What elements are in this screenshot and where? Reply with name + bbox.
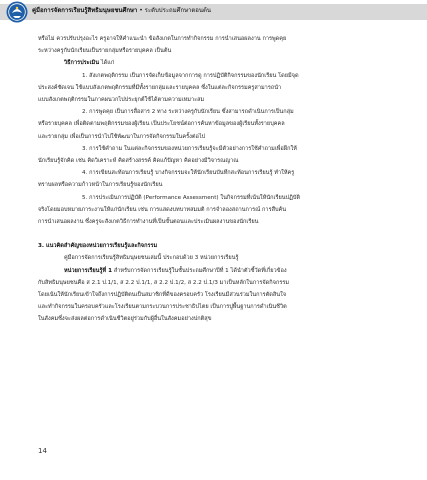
page-body xyxy=(38,33,396,326)
paragraph-line: และทำกิจกรรมในครอบครัวและโรงเรียนตามกระบวนการประชาธิปไตย เป็นการปูพื้นฐานการดำเนินชีวิต xyxy=(38,304,287,311)
evaluation-heading-suffix: ได้แก่ xyxy=(99,60,115,67)
paragraph-line: 3. การใช้คำถาม ในแต่ละกิจกรรมของหน่วยการเรียนรู้จะมีตัวอย่างการใช้คำถามเพื่อฝึกให้ xyxy=(82,145,297,152)
paragraph-line: กับสิทธิมนุษยชนคือ ส 2.1 ป.1/1, ส 2.2 ป.1/1, ส 2.2 ป.1/2, ส 2.2 ป.1/3 มาเป็นหลักในการจัดกิจกรรม xyxy=(38,279,290,286)
section-intro: คู่มือการจัดการเรียนรู้สิทธิมนุษยชนเล่มนี้ ประกอบด้วย 3 หน่วยการเรียนรู้ xyxy=(64,255,239,262)
paragraph-line: ระหว่างครูกับนักเรียนเป็นรายกลุ่มหรือรายบุคคล เป็นต้น xyxy=(38,48,172,55)
unit-1-line-first: สำหรับการจัดการเรียนรู้ในชั้นประถมศึกษาปีที่ 1 ได้นำตัวชี้วัดที่เกี่ยวข้อง xyxy=(112,267,287,274)
paragraph-line: 2. การพูดคุย เป็นการสื่อสาร 2 ทาง ระหว่างครูกับนักเรียน ซึ่งสามารถดำเนินการเป็นกลุ่ม xyxy=(82,109,294,116)
paragraph-line xyxy=(38,265,396,277)
paragraph-line: โดยเน้นให้นักเรียนเข้าใจถึงการปฏิบัติตนเป็นสมาชิกที่ดีของครอบครัว โรงเรียนมีส่วนร่วมในการตัดสินใจ xyxy=(38,292,287,299)
paragraph-line: ทราบผลหรือความก้าวหน้าในการเรียนรู้ของนักเรียน xyxy=(38,182,163,189)
evaluation-item-3 xyxy=(38,143,396,167)
evaluation-item-1 xyxy=(38,70,396,107)
paragraph-line: จริงโดยมอบหมายภาระงานให้แก่นักเรียน เช่น การแสดงบทบาทสมมติ การจำลองสถานการณ์ การสืบค้น xyxy=(38,206,287,213)
paragraph-line: การนำเสนอผลงาน ซึ่งครูจะสังเกตวิธีการทำงานที่เป็นขั้นตอนและประเมินผลงานของนักเรียน xyxy=(38,219,259,226)
paragraph-line: 5. การประเมินการปฏิบัติ (Performance Assessment) ในกิจกรรมที่เน้นให้นักเรียนปฏิบัติ xyxy=(82,194,301,201)
paragraph-line: 4. การเขียนสะท้อนการเรียนรู้ บางกิจกรรมจะให้นักเรียนบันทึกสะท้อนการเรียนรู้ ทำให้ครู xyxy=(82,170,295,177)
paragraph-line: หรือรายบุคคล เพื่อติดตามพฤติกรรมของผู้เรียน เป็นประโยชน์ต่อการค้นหาข้อมูลของผู้เรียนทั้งรายบุคคล xyxy=(38,121,285,128)
evaluation-item-2 xyxy=(38,106,396,143)
paragraph-line: และรายกลุ่ม เพื่อเป็นการนำไปใช้พัฒนาในการจัดกิจกรรมในครั้งต่อไป xyxy=(38,133,206,140)
paragraph-line: 1. สังเกตพฤติกรรม เป็นการจัดเก็บข้อมูลจากการดู การปฏิบัติกิจกรรมของนักเรียน โดยมีจุด xyxy=(82,72,299,79)
section-heading: 3. แนวคิดสำคัญของหน่วยการเรียนรู้และกิจกรรม xyxy=(38,243,158,250)
evaluation-heading-line xyxy=(38,57,396,69)
paragraph-line: หรือไม่ ควรปรับปรุงอะไร ครูอาจให้คำแนะนำ ข้อสังเกตในการทำกิจกรรม การนำเสนอผลงาน การพูดคุย xyxy=(38,36,287,42)
unit-1-label: หน่วยการเรียนรู้ที่ 1 xyxy=(64,267,113,274)
header-title-main: คู่มือการจัดการเรียนรู้สิทธิมนุษยชนศึกษา xyxy=(32,7,138,14)
header-title-separator: • xyxy=(137,7,145,14)
evaluation-item-5 xyxy=(38,192,396,229)
paragraph-line: ในสังคมซึ่งจะส่งผลต่อการดำเนินชีวิตอยู่ร่วมกับผู้อื่นในสังคมอย่างปกติสุข xyxy=(38,316,212,323)
evaluation-heading: วิธีการประเมิน xyxy=(64,60,100,67)
evaluation-item-4 xyxy=(38,167,396,191)
section-gap xyxy=(38,228,396,240)
paragraph-line: แบบสังเกตพฤติกรรมในภาคผนวกไปประยุกต์ใช้ได้ตามความเหมาะสม xyxy=(38,97,205,104)
header-title xyxy=(32,6,211,16)
paragraph-line: ประสงค์ชัดเจน ใช้แบบสังเกตพฤติกรรมที่มีทั้งรายกลุ่มและรายบุคคล ซึ่งในแต่ละกิจกรรมครูสามารถนำ xyxy=(38,84,282,91)
header-title-level: ระดับประถมศึกษาตอนต้น xyxy=(144,7,212,14)
unit-1-paragraph xyxy=(38,265,396,326)
page-number: 14 xyxy=(38,447,47,455)
organization-logo-icon xyxy=(6,1,28,23)
page-header xyxy=(0,0,427,26)
paragraph-line: นักเรียนรู้จักคิด เช่น คิดวิเคราะห์ คิดสร้างสรรค์ คิดแก้ปัญหา คิดอย่างมีวิจารณญาณ xyxy=(38,158,239,165)
